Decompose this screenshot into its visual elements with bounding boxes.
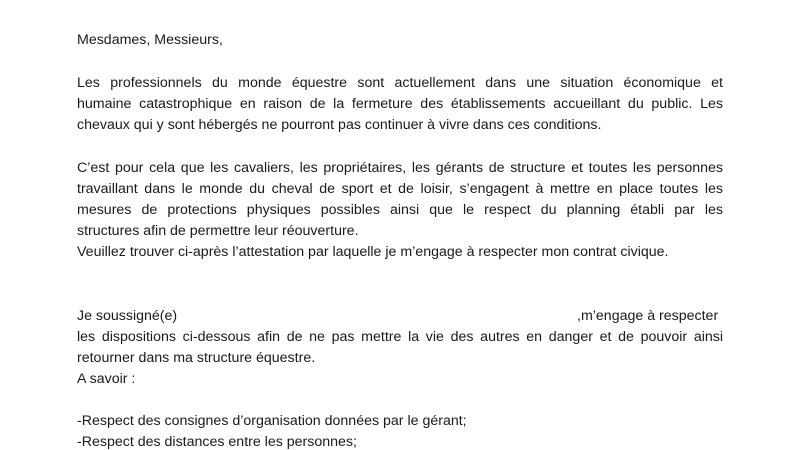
declaration-line-2: retourner dans ma structure équestre. (77, 350, 316, 366)
rule-item-2: -Respect des distances entre les personnes; (77, 434, 357, 450)
paragraph2-line-5: Veuillez trouver ci-après l’attestation par laquelle je m’engage à respecter mon contrat civique. (77, 244, 669, 260)
declaration-suffix: ,m’engage à respecter (577, 308, 719, 324)
declaration-prefix: Je soussigné(e) (77, 308, 178, 324)
paragraph2-line-4: structures afin de permettre leur réouverture. (77, 223, 359, 239)
rule-item-1: -Respect des consignes d’organisation données par le gérant; (77, 413, 467, 429)
a-savoir-heading: A savoir : (77, 371, 136, 387)
declaration-line-1: les dispositions ci-dessous afin de ne pas mettre la vie des autres en danger et de pouvoir ainsi (77, 329, 723, 345)
greeting: Mesdames, Messieurs, (77, 32, 223, 48)
paragraph1-line-1: Les professionnels du monde équestre sont actuellement dans une situation économique et (77, 75, 723, 91)
paragraph2-line-1: C’est pour cela que les cavaliers, les propriétaires, les gérants de structure et toutes les personnes (77, 160, 723, 176)
paragraph1-line-3: chevaux qui y sont hébergés ne pourront pas continuer à vivre dans ces conditions. (77, 117, 602, 133)
paragraph2-line-2: travaillant dans le monde du cheval de sport et de loisir, s’engagent à mettre en place toutes les (77, 181, 723, 197)
paragraph1-line-2: humaine catastrophique en raison de la fermeture des établissements accueillant du public. Les (77, 96, 723, 112)
paragraph2-line-3: mesures de protections physiques possibles ainsi que le respect du planning établi par les (77, 202, 723, 218)
